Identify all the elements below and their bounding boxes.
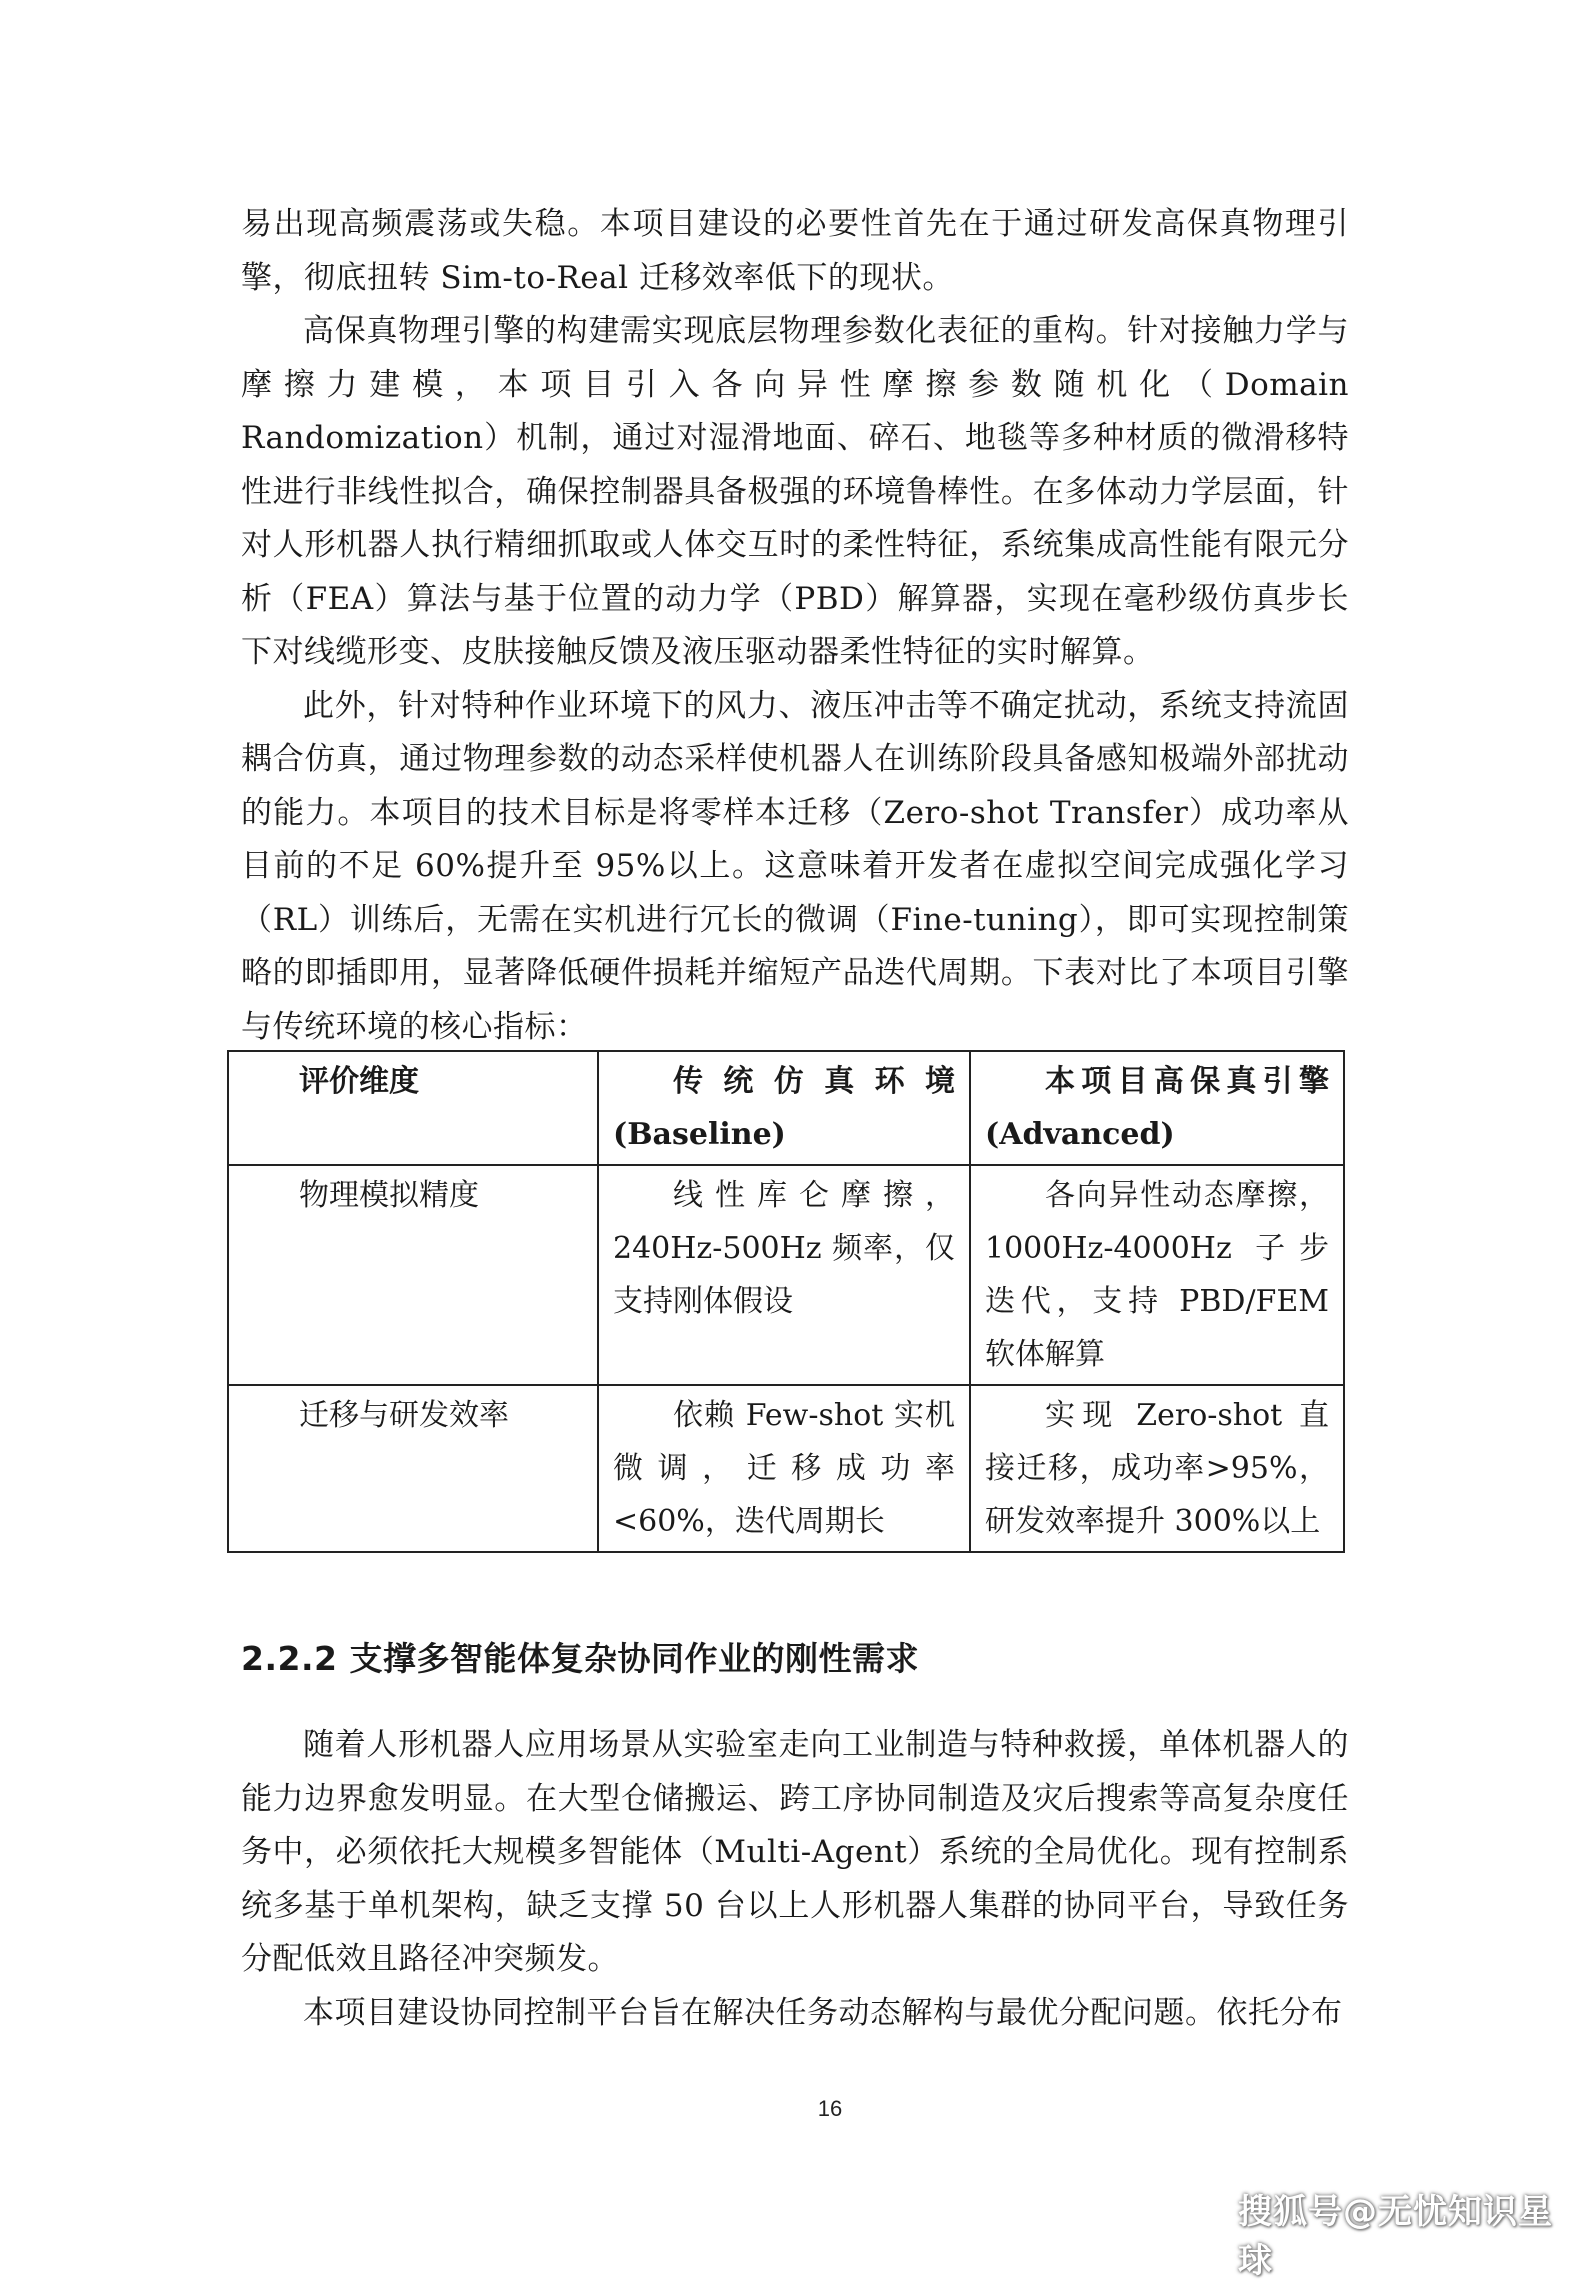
table-header-cell: 评价维度 — [228, 1051, 598, 1165]
body-text-bottom — [241, 1719, 1349, 2040]
table-header-cell: 传统仿真环境(Baseline) — [598, 1051, 970, 1165]
paragraph: 此外，针对特种作业环境下的风力、液压冲击等不确定扰动，系统支持流固耦合仿真，通过物理参数的动态采样使机器人在训练阶段具备感知极端外部扰动的能力。本项目的技术目标是将零样本迁移（Zero-shot Transfer）成功率从目前的不足 60%提升至 95%以上。这意味着开发者在虚拟空间完成强化学习（RL）训练后，无需在实机进行冗长的微调（Fine-tuning），即可实现控制策略的即插即用，显著降低硬件损耗并缩短产品迭代周期。下表对比了本项目引擎与传统环境的核心指标： — [241, 687, 1349, 1045]
table-header-cell: 本项目高保真引擎(Advanced) — [970, 1051, 1344, 1165]
comparison-table — [227, 1050, 1345, 1553]
body-text-top — [241, 198, 1349, 1054]
table-row — [228, 1165, 1344, 1385]
paragraph: 本项目建设协同控制平台旨在解决任务动态解构与最优分配问题。依托分布 — [303, 1994, 1343, 2031]
paragraph: 易出现高频震荡或失稳。本项目建设的必要性首先在于通过研发高保真物理引擎，彻底扭转 Sim-to-Real 迁移效率低下的现状。 — [241, 206, 1349, 296]
table-cell: 物理模拟精度 — [228, 1165, 598, 1385]
paragraph: 随着人形机器人应用场景从实验室走向工业制造与特种救援，单体机器人的能力边界愈发明显。在大型仓储搬运、跨工序协同制造及灾后搜索等高复杂度任务中，必须依托大规模多智能体（Multi-Agent）系统的全局优化。现有控制系统多基于单机架构，缺乏支撑 50 台以上人形机器人集群的协同平台，导致任务分配低效且路径冲突频发。 — [241, 1727, 1349, 1977]
paragraph: 高保真物理引擎的构建需实现底层物理参数化表征的重构。针对接触力学与摩擦力建模，本项目引入各向异性摩擦参数随机化（Domain Randomization）机制，通过对湿滑地面、碎石、地毯等多种材质的微滑移特性进行非线性拟合，确保控制器具备极强的环境鲁棒性。在多体动力学层面，针对人形机器人执行精细抓取或人体交互时的柔性特征，系统集成高性能有限元分析（FEA）算法与基于位置的动力学（PBD）解算器，实现在毫秒级仿真步长下对线缆形变、皮肤接触反馈及液压驱动器柔性特征的实时解算。 — [241, 313, 1349, 670]
table-header-row — [228, 1051, 1344, 1165]
table-cell: 实现 Zero-shot 直接迁移，成功率>95%，研发效率提升 300%以上 — [970, 1385, 1344, 1552]
watermark: 搜狐号@无忧知识星球 — [1238, 2192, 1553, 2281]
section-heading: 2.2.2 支撑多智能体复杂协同作业的刚性需求 — [241, 1639, 919, 1678]
page-number: 16 — [817, 2096, 843, 2121]
table-cell: 依赖 Few-shot 实机微调，迁移成功率<60%，迭代周期长 — [598, 1385, 970, 1552]
table-row — [228, 1385, 1344, 1552]
table-cell: 迁移与研发效率 — [228, 1385, 598, 1552]
table-cell: 各向异性动态摩擦，1000Hz-4000Hz 子步迭代，支持 PBD/FEM 软体解算 — [970, 1165, 1344, 1385]
table-cell: 线性库仑摩擦，240Hz-500Hz 频率，仅支持刚体假设 — [598, 1165, 970, 1385]
